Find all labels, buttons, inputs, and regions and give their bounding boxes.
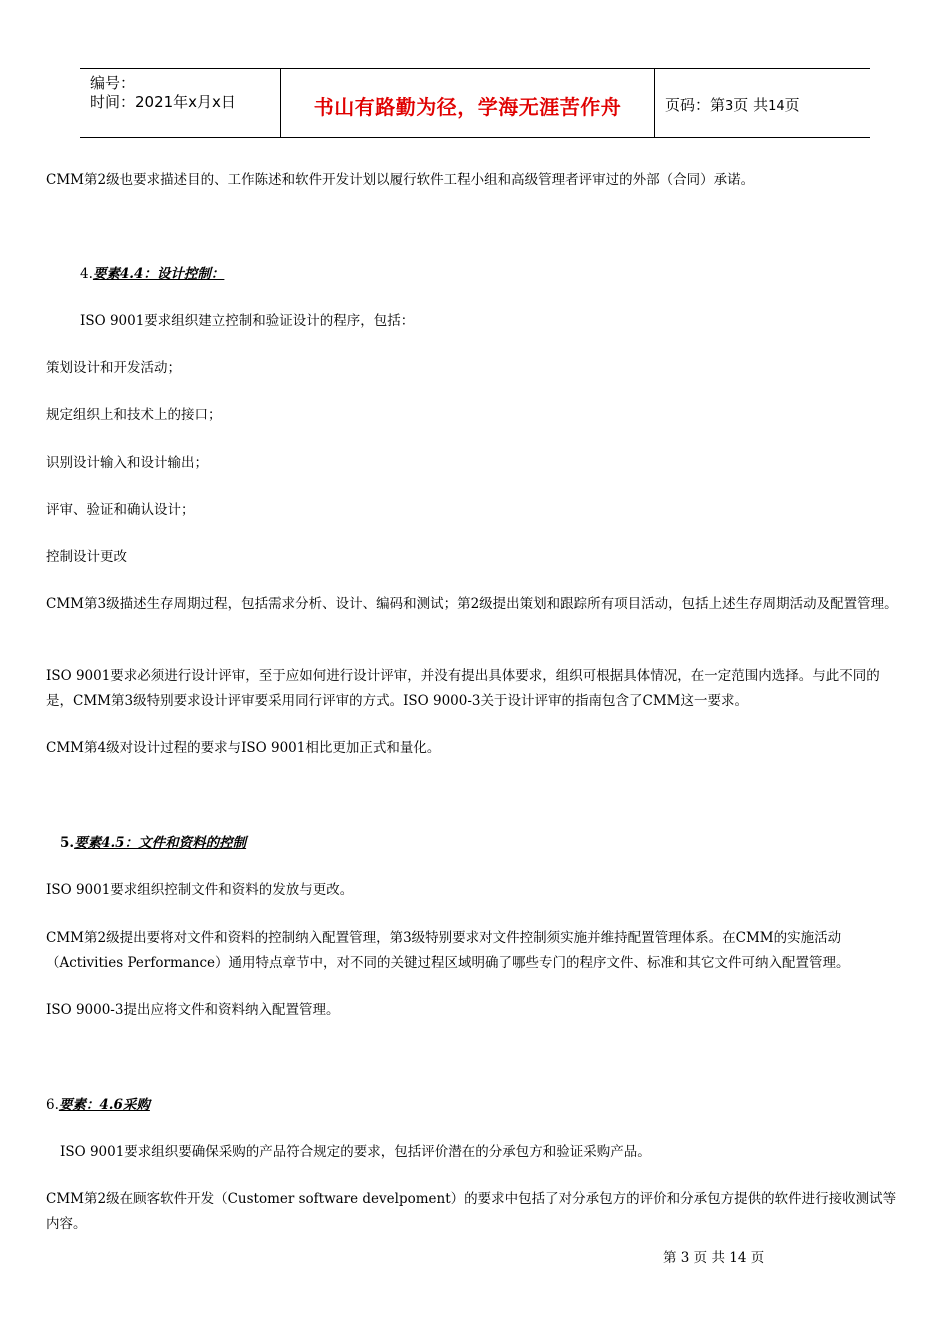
section-5-title: 要素4.5：文件和资料的控制 xyxy=(74,835,247,851)
paragraph-cmm-level2: CMM第2级也要求描述目的、工作陈述和软件开发计划以履行软件工程小组和高级管理者评审过的外部（合同）承诺。 xyxy=(46,172,755,188)
header-motto-cell xyxy=(281,69,655,137)
paragraph-cmm-level3: CMM第3级描述生存周期过程，包括需求分析、设计、编码和测试；第2级提出策划和跟踪所有项目活动，包括上述生存周期活动及配置管理。 xyxy=(46,596,898,612)
header-info-cell xyxy=(80,69,281,137)
page-mid: 页 共 xyxy=(733,96,769,114)
paragraph-config-mgmt: CMM第2级提出要将对文件和资料的控制纳入配置管理，第3级特别要求对文件控制须实施并维持配置管理体系。在CMM的实施活动（Activities Performance）通用特点章节中，对不同的关键过程区域明确了哪些专门的程序文件、标准和其它文件可纳入配置管理。 xyxy=(46,930,850,971)
section-6-title: 要素：4.6采购 xyxy=(58,1097,150,1113)
list-item: 评审、验证和确认设计； xyxy=(46,502,195,518)
page-header xyxy=(80,68,870,138)
paragraph-iso9000-3: ISO 9000-3提出应将文件和资料纳入配置管理。 xyxy=(46,1002,340,1018)
section-6-heading xyxy=(46,1093,150,1118)
section-6-number: 6. xyxy=(46,1097,59,1113)
time-label: 时间：2021年x月x日 xyxy=(90,93,236,111)
section-5-number: 5. xyxy=(60,835,75,851)
section-4-intro: ISO 9001要求组织建立控制和验证设计的程序，包括： xyxy=(80,313,415,329)
paragraph-doc-control: ISO 9001要求组织控制文件和资料的发放与更改。 xyxy=(46,882,354,898)
section-4-number: 4. xyxy=(80,266,93,282)
list-item: 控制设计更改 xyxy=(46,549,127,565)
page-prefix: 页码：第 xyxy=(665,96,726,114)
section-4-title: 要素4.4：设计控制： xyxy=(92,266,225,282)
paragraph-design-review: ISO 9001要求必须进行设计评审，至于应如何进行设计评审，并没有提出具体要求，组织可根据具体情况，在一定范围内选择。与此不同的是，CMM第3级特别要求设计评审要采用同行评审的方式。ISO 9000-3关于设计评审的指南包含了CMM这一要求。 xyxy=(46,668,880,709)
list-item: 策划设计和开发活动； xyxy=(46,360,181,376)
page-suffix: 页 xyxy=(784,96,800,114)
list-item: 规定组织上和技术上的接口； xyxy=(46,407,222,423)
header-page-cell xyxy=(655,69,870,137)
section-5-heading xyxy=(60,831,246,856)
list-item: 识别设计输入和设计输出； xyxy=(46,455,208,471)
serial-label: 编号： xyxy=(90,74,136,92)
page-indicator xyxy=(665,94,800,115)
motto: 书山有路勤为径，学海无涯苦作舟 xyxy=(313,95,622,119)
section-4-heading xyxy=(80,262,224,287)
paragraph-cmm-level4: CMM第4级对设计过程的要求与ISO 9001相比更加正式和量化。 xyxy=(46,740,441,756)
page-total: 14 xyxy=(768,99,785,114)
paragraph-subcontractor: CMM第2级在顾客软件开发（Customer software develpoment）的要求中包括了对分承包方的评价和分承包方提供的软件进行接收测试等内容。 xyxy=(46,1191,897,1232)
page-footer: 第 3 页 共 14 页 xyxy=(663,1250,765,1266)
paragraph-procurement: ISO 9001要求组织要确保采购的产品符合规定的要求，包括评价潜在的分承包方和验证采购产品。 xyxy=(60,1144,651,1160)
page-number: 3 xyxy=(725,99,734,114)
